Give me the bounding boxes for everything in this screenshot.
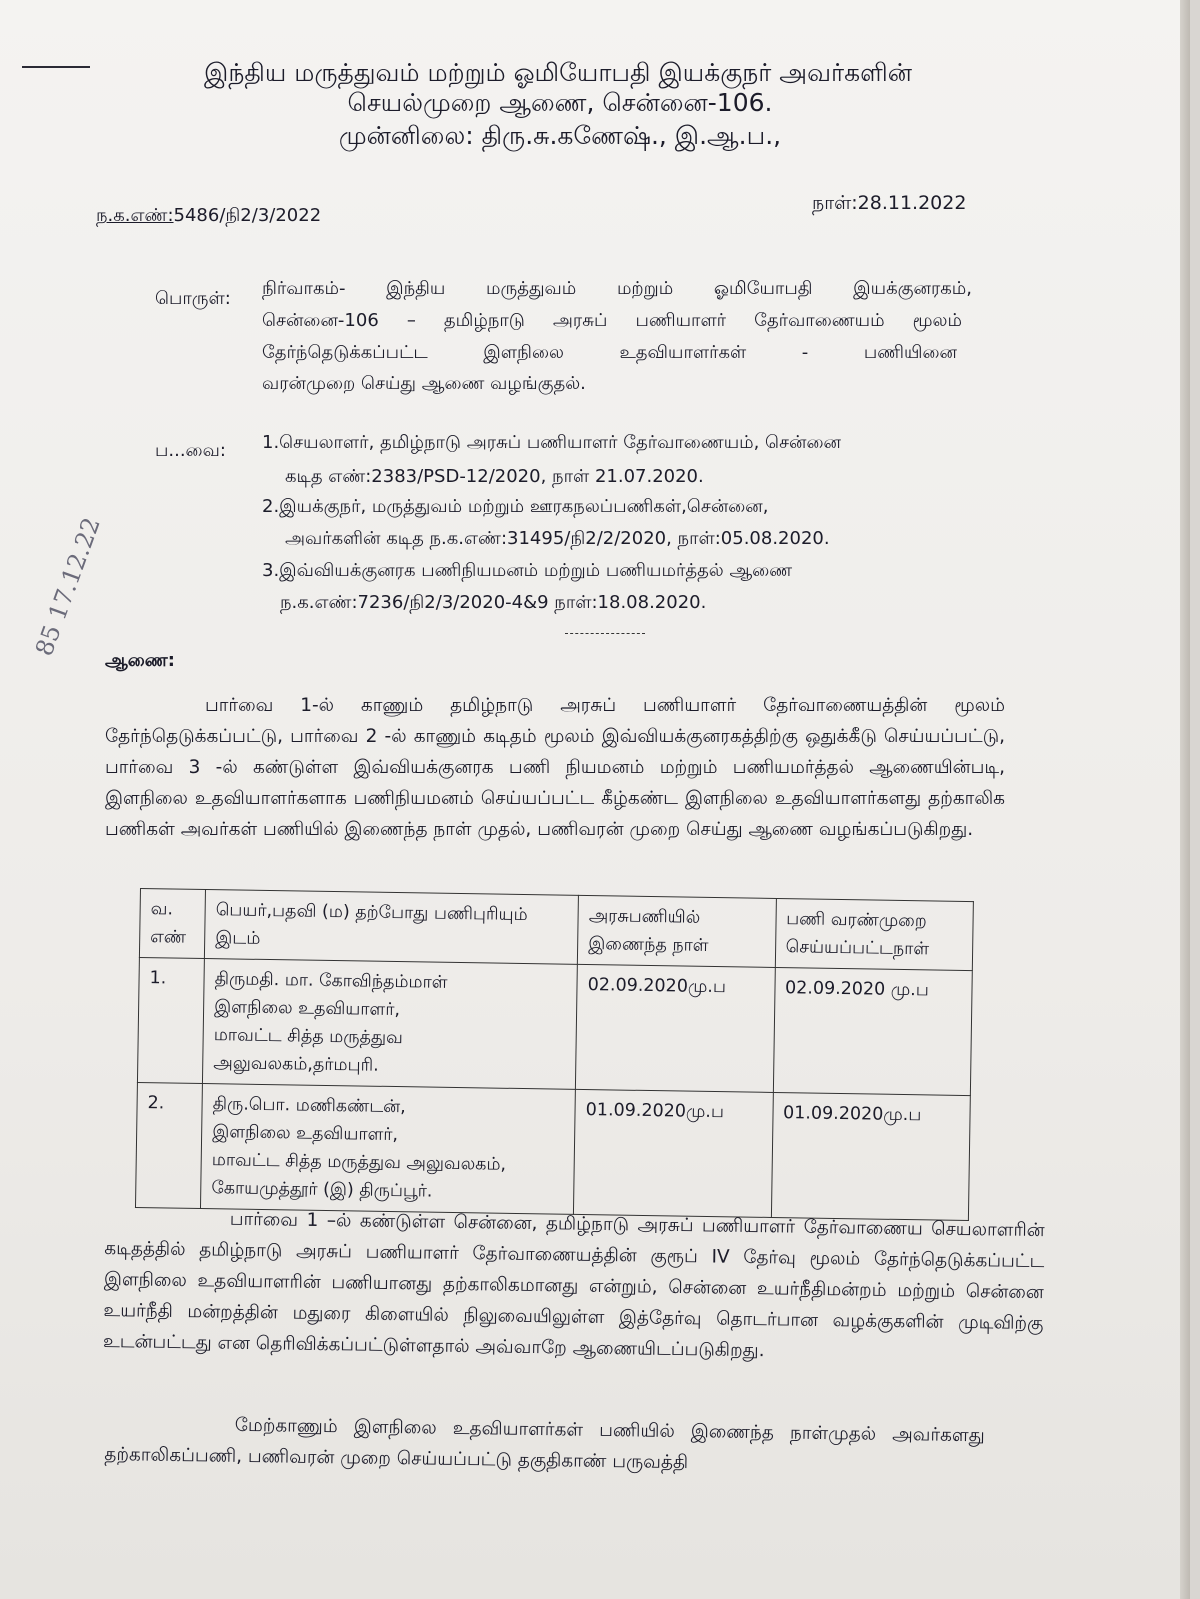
subject-label: பொருள்: [155,288,231,309]
reference-number [96,205,321,228]
row-joined: 01.09.2020மு.ப [574,1089,773,1217]
table-row [135,1082,970,1220]
reference-line-2: கடித எண்:2383/PSD-12/2020, நாள் 21.07.2020. [285,466,704,487]
row-details [201,1084,576,1215]
row-details [203,959,578,1090]
reference-label: ந.க.எண்: [96,205,174,226]
subject-line-1: நிர்வாகம்- இந்திய மருத்துவம் மற்றும் ஓமியோபதி இயக்குனரகம், [262,278,972,299]
reference-line-3: 2.இயக்குநர், மருத்துவம் மற்றும் ஊரகநலப்பணிகள்,சென்னை, [262,496,769,517]
subject-line-3: தேர்ந்தெடுக்கப்பட்ட இளநிலை உதவியாளர்கள் - பணியினை [262,342,957,363]
separator-dashes [565,633,645,634]
table-row [137,957,972,1095]
reference-line-1: 1.செயலாளர், தமிழ்நாடு அரசுப் பணியாளர் தேர்வாணையம், சென்னை [262,432,841,453]
order-date: நாள்:28.11.2022 [812,192,967,214]
row-post: இளநிலை உதவியாளர், [214,997,401,1021]
row-name: திருமதி. மா. கோவிந்தம்மாள் [214,969,448,993]
row-sno: 2. [135,1082,202,1208]
header-joined: அரசுபணியில் இணைந்த நாள் [578,895,776,967]
header-name: பெயர்,பதவி (ம) தற்போது பணிபுரியும் இடம் [205,890,579,965]
order-label: ஆணை: [105,650,175,671]
row-place-1: மாவட்ட சித்த மருத்துவ [213,1025,404,1049]
handwritten-note: 85 17.12.22 [30,513,106,660]
page-edge-shadow [1180,0,1190,1599]
header-line-2: செயல்முறை ஆணை, சென்னை-106. [347,88,773,117]
subject-line-4: வரன்முறை செய்து ஆணை வழங்குதல். [262,373,586,394]
references-label: ப...வை: [155,440,226,461]
header-line-1: இந்திய மருத்துவம் மற்றும் ஓமியோபதி இயக்குநர் அவர்களின் [204,58,912,87]
row-place-2: அலுவலகம்,தர்மபுரி. [213,1053,379,1076]
paragraph-2: பார்வை 1 –ல் கண்டுள்ள சென்னை, தமிழ்நாடு அரசுப் பணியாளர் தேர்வாணைய செயலாளரின் கடிதத்தில் தமிழ்நாடு அரசுப் பணியாளர் தேர்வாணையத்தின் குரூப் IV தேர்வு மூலம் தேர்ந்தெடுக்கப்பட்ட இளநிலை உதவியாளரின் பணியானது தற்காலிகமானது என்றும், சென்னை உயர்நீதிமன்றம் மற்றும் சென்னை உயர்நீதி மன்றத்தின் மதுரை கிளையில் நிலுவையிலுள்ள இத்தேர்வு தொடர்பான வழக்குகளின் முடிவிற்கு உடன்பட்டது என தெரிவிக்கப்பட்டுள்ளதால் அவ்வாறே ஆணையிடப்படுகிறது. [102,1208,1045,1362]
paragraph-1: பார்வை 1-ல் காணும் தமிழ்நாடு அரசுப் பணியாளர் தேர்வாணையத்தின் மூலம் தேர்ந்தெடுக்கப்பட்டு, பார்வை 2 -ல் காணும் கடிதம் மூலம் இவ்வியக்குனரகத்திற்கு ஒதுக்கீடு செய்யப்பட்டு, பார்வை 3 -ல் கண்டுள்ள இவ்வியக்குனரக பணி நியமனம் மற்றும் பணியமர்த்தல் ஆணையின்படி, இளநிலை உதவியாளர்களாக பணிநியமனம் செய்யப்பட்ட கீழ்கண்ட இளநிலை உதவியாளர்களது தற்காலிக பணிகள் அவர்கள் பணியில் இணைந்த நாள் முதல், பணிவரன் முறை செய்து ஆணை வழங்கப்படுகிறது. [105,695,1005,840]
row-regularised: 01.09.2020மு.ப [771,1092,970,1220]
reference-line-5: 3.இவ்வியக்குனரக பணிநியமனம் மற்றும் பணியமர்த்தல் ஆணை [262,560,793,581]
reference-line-6: ந.க.எண்:7236/நி2/3/2020-4&9 நாள்:18.08.2020. [280,592,707,613]
row-joined: 02.09.2020மு.ப [576,964,775,1092]
row-place-2: கோயமுத்தூர் (இ) திருப்பூர். [211,1178,433,1202]
row-sno: 1. [137,957,204,1083]
row-regularised: 02.09.2020 மு.ப [773,967,972,1095]
row-post: இளநிலை உதவியாளர், [212,1122,399,1146]
reference-value: 5486/நி2/3/2022 [173,205,322,226]
header-sno: வ. எண் [139,889,205,959]
row-place-1: மாவட்ட சித்த மருத்துவ அலுவலகம், [211,1150,507,1175]
table-header-row [139,889,973,971]
subject-line-2: சென்னை-106 – தமிழ்நாடு அரசுப் பணியாளர் தேர்வாணையம் மூலம் [262,310,962,331]
header-regularised: பணி வரண்முறை செய்யப்பட்டநாள் [775,898,973,970]
reference-line-4: அவர்களின் கடித ந.க.எண்:31495/நி2/2/2020, நாள்:05.08.2020. [285,528,830,549]
paragraph-3: மேற்காணும் இளநிலை உதவியாளர்கள் பணியில் இணைந்த நாள்முதல் அவர்களது தற்காலிகப்பணி, பணிவரன் முறை செய்யப்பட்டு தகுதிகாண் பருவத்தி [104,1414,985,1474]
row-name: திரு.பொ. மணிகண்டன், [212,1094,406,1118]
header-line-3: முன்னிலை: திரு.சு.கணேஷ்., இ.ஆ.ப., [338,121,782,150]
staff-table [135,888,974,1221]
